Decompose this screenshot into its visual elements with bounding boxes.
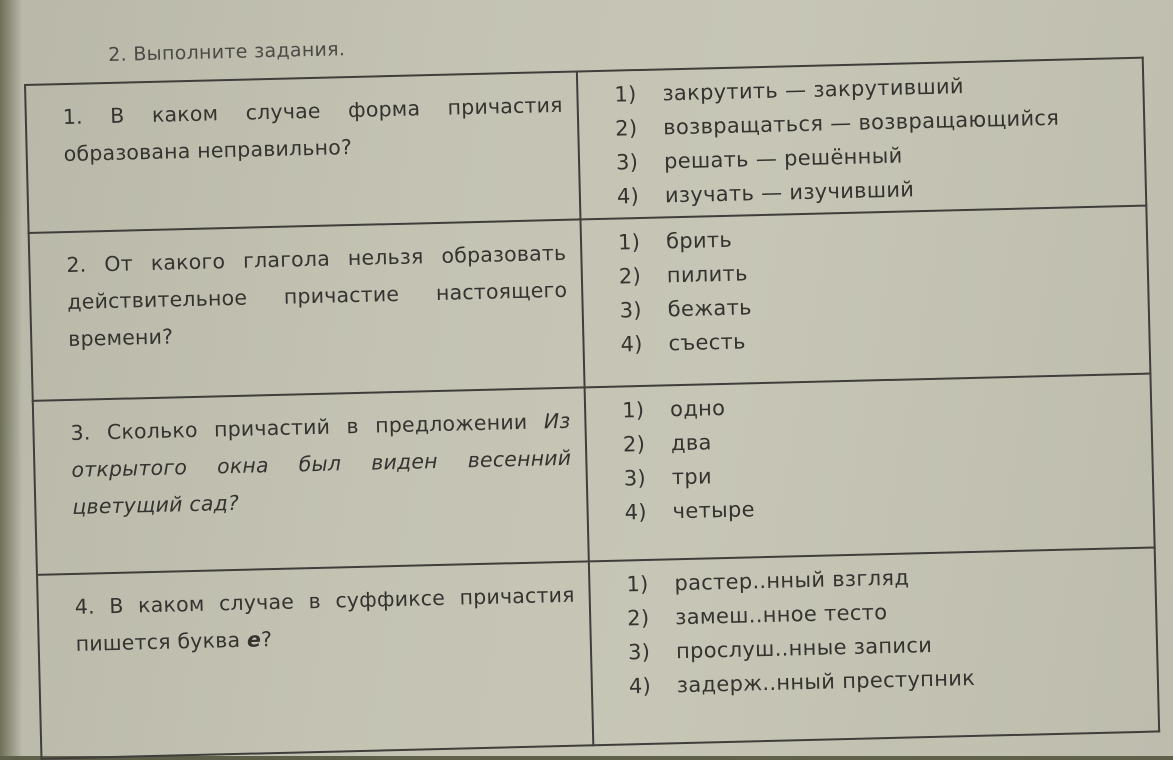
example-sentence: Из открытого окна был виден весенний цветущий сад?	[71, 408, 572, 519]
question-cell	[29, 219, 585, 400]
task-table-wrapper	[24, 56, 1173, 734]
answers-cell	[585, 374, 1155, 562]
answer-text: замеш..нное тесто	[674, 600, 888, 630]
answer-text: четыре	[672, 497, 756, 524]
page-edge-shadow	[0, 0, 22, 756]
answer-text: задерж..нный преступник	[676, 665, 976, 698]
exercise-header: 2. Выполните задания.	[108, 38, 346, 66]
task-row	[29, 206, 1151, 401]
letter-e: е	[246, 627, 262, 652]
answer-text: одно	[669, 395, 726, 422]
answer-number: 3)	[615, 150, 639, 175]
answer-text: растер..нный взгляд	[674, 565, 910, 596]
answer-number: 2)	[614, 116, 638, 141]
answers-cell	[577, 58, 1146, 220]
question-text	[74, 583, 574, 656]
answer-number: 2)	[626, 605, 650, 631]
answer-text: съесть	[668, 329, 747, 356]
answer-number: 2)	[622, 431, 646, 457]
answer-number: 3)	[623, 465, 647, 491]
question-text: 1. В каком случае форма причастия образована неправильно?	[62, 92, 563, 167]
answer-number: 4)	[620, 331, 643, 357]
answer-text: изучать — изучивший	[664, 177, 915, 208]
answer-number: 1)	[614, 82, 637, 107]
answer-number: 4)	[616, 184, 640, 209]
answer-number: 2)	[618, 263, 642, 289]
answers-cell	[580, 206, 1150, 388]
answer-text: пилить	[666, 261, 748, 288]
task-table	[24, 57, 1160, 760]
task-row	[25, 58, 1146, 233]
question-prefix: 4. В каком случае в суффиксе причастия пишется буква	[74, 582, 575, 656]
task-row	[37, 548, 1159, 759]
answer-text: прослуш..нные записи	[675, 632, 933, 664]
answer-number: 3)	[627, 639, 651, 665]
answer-text: бежать	[667, 295, 753, 322]
question-text: 2. От какого глагола нельзя образовать действительное причастие настоящего времени?	[66, 240, 568, 351]
answer-number: 1)	[621, 397, 645, 423]
answer-text: брить	[665, 227, 733, 254]
answer-number: 1)	[617, 229, 641, 255]
question-suffix: ?	[260, 627, 273, 652]
question-prefix: 3. Сколько причастий в предложении	[70, 409, 528, 445]
question-text	[70, 409, 571, 519]
answer-text: решать — решённый	[663, 143, 903, 174]
answer-number: 3)	[619, 297, 643, 323]
task-row	[33, 374, 1155, 575]
answer-number: 4)	[628, 673, 652, 699]
answer-text: три	[671, 464, 713, 490]
question-cell	[33, 387, 589, 574]
question-cell	[37, 561, 593, 758]
answer-number: 1)	[626, 571, 649, 597]
answer-text: два	[670, 430, 712, 456]
answer-number: 4)	[624, 499, 648, 525]
question-cell	[25, 71, 580, 232]
answer-text: возвращаться — возвращающийся	[662, 105, 1060, 140]
answer-text: закрутить — закрутивший	[662, 74, 965, 106]
answers-cell	[589, 548, 1159, 746]
